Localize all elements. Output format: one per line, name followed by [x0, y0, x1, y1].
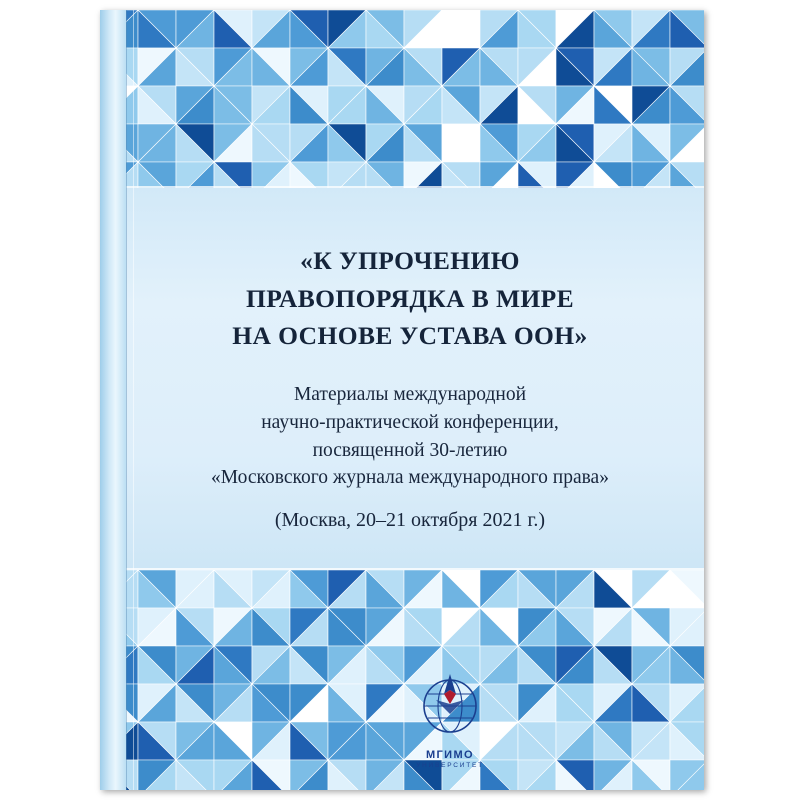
subtitle-line-1: Материалы международной: [293, 384, 527, 406]
mosaic-top-svg: [100, 10, 704, 188]
divider-top: [100, 186, 704, 188]
mosaic-pattern-top: [100, 10, 704, 188]
spine-edge-line: [126, 10, 127, 790]
cover-subtitle: [140, 381, 680, 492]
title-line-3: НА ОСНОВЕ УСТАВА ООН»: [232, 321, 588, 351]
book-cover: [100, 10, 704, 790]
publisher-subname: УНИВЕРСИТЕТ: [416, 762, 484, 769]
subtitle-line-3: посвященной 30-летию: [312, 439, 508, 461]
cover-text-block: [140, 242, 680, 532]
mgimo-emblem-icon: [414, 670, 486, 742]
title-line-2: ПРАВОПОРЯДКА В МИРЕ: [245, 283, 575, 313]
spine-highlight-line: [133, 10, 134, 790]
title-line-1: «К УПРОЧЕНИЮ: [300, 246, 520, 275]
conference-place-date: (Москва, 20–21 октября 2021 г.): [274, 508, 546, 531]
publisher-logo: [390, 670, 510, 769]
page-title: [140, 242, 680, 355]
subtitle-line-2: научно-практической конференции,: [261, 411, 559, 433]
subtitle-line-4: «Московского журнала международного права»: [211, 467, 609, 489]
book-spine: [100, 10, 126, 790]
publisher-name: МГИМО: [425, 749, 475, 761]
